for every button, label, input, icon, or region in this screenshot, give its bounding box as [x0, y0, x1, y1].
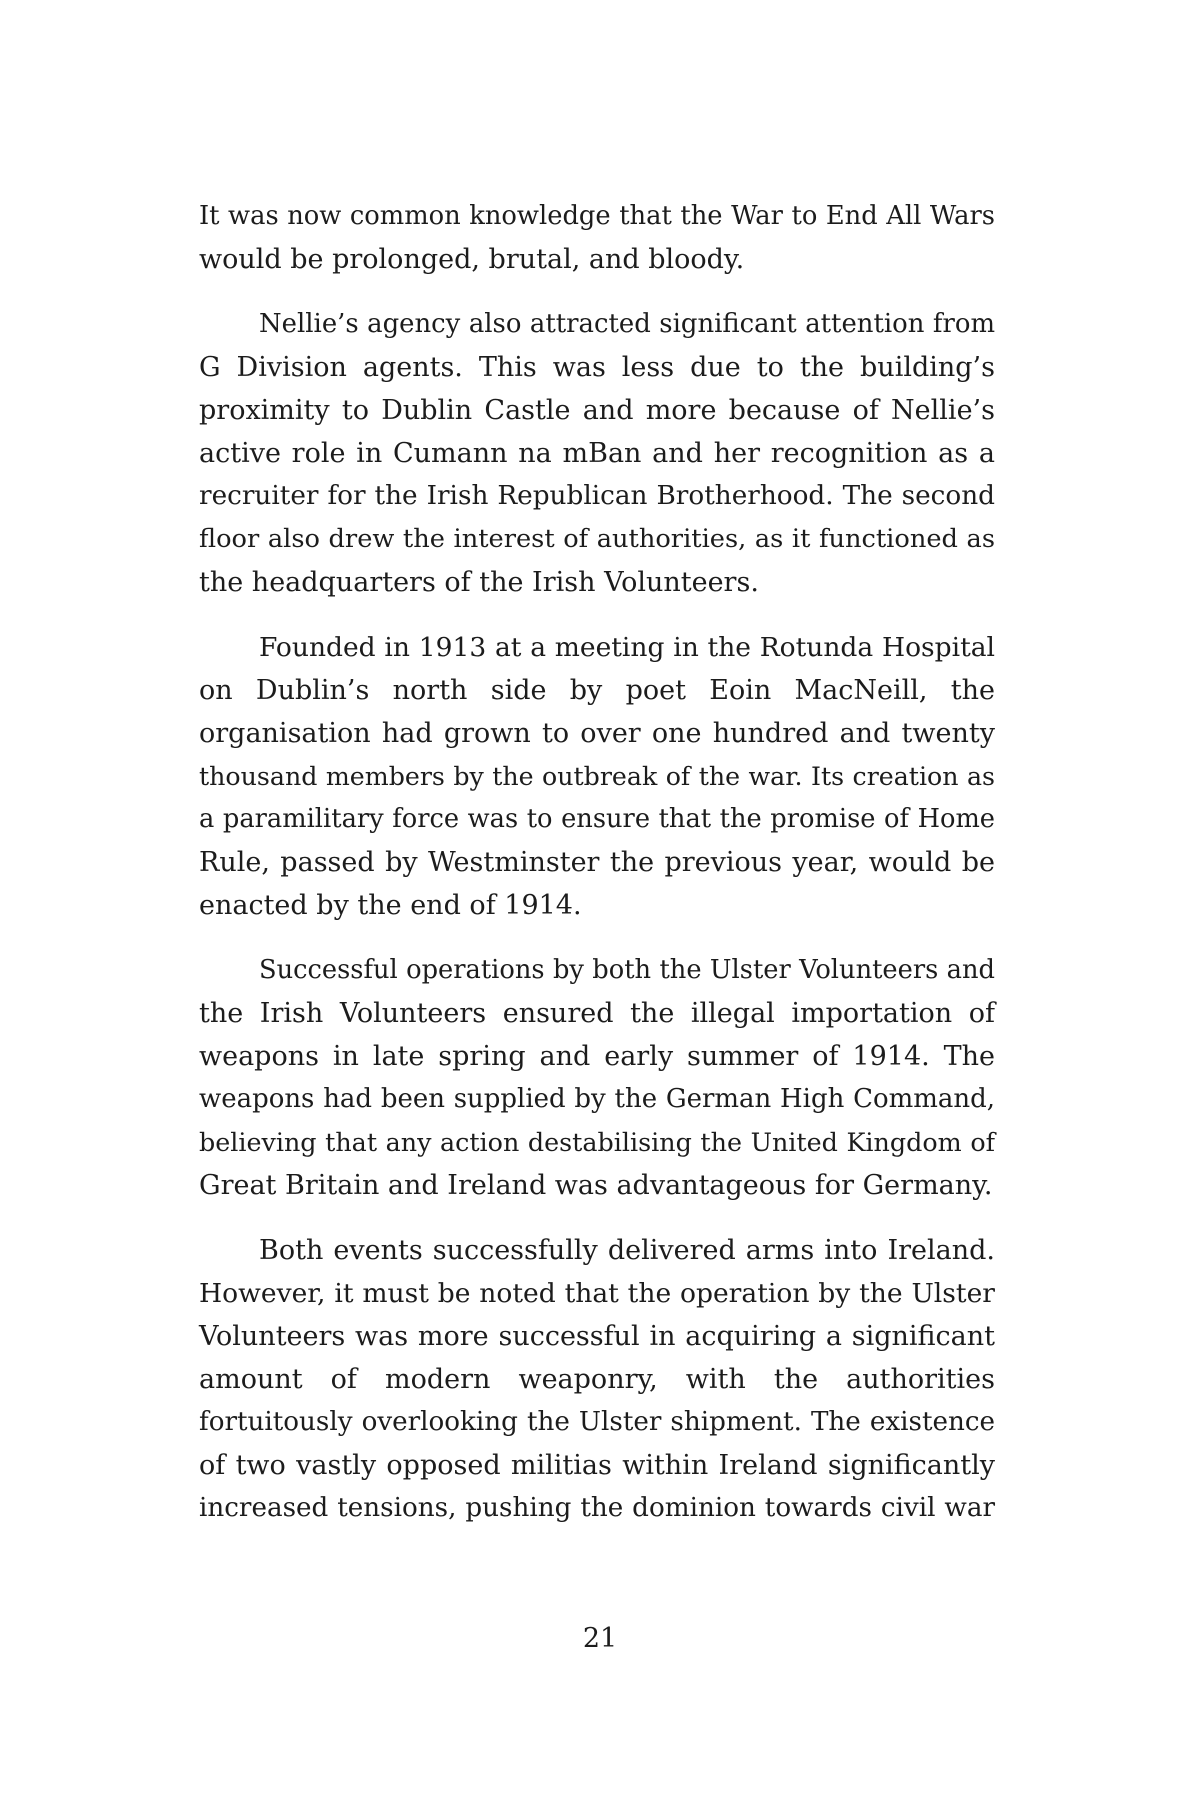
- text-line: Rule, passed by Westminster the previous year, would be: [199, 847, 995, 878]
- text-line: of two vastly opposed militias within Ireland significantly: [199, 1450, 995, 1481]
- page-number: 21: [582, 1623, 618, 1654]
- text-line: weapons in late spring and early summer of 1914. The: [199, 1041, 995, 1072]
- text-line: a paramilitary force was to ensure that the promise of Home: [199, 804, 995, 834]
- text-line: Great Britain and Ireland was advantageous for Germany.: [199, 1170, 993, 1201]
- text-line: increased tensions, pushing the dominion towards civil war: [199, 1493, 995, 1523]
- text-line: Founded in 1913 at a meeting in the Rotunda Hospital: [259, 632, 995, 663]
- paragraph: [199, 1229, 995, 1530]
- text-line: on Dublin’s north side by poet Eoin MacNeill, the: [199, 675, 995, 706]
- text-line: amount of modern weaponry, with the authorities: [199, 1364, 995, 1395]
- body-text: [199, 195, 995, 1552]
- paragraph: [199, 303, 995, 604]
- paragraph: [199, 949, 995, 1207]
- text-line: floor also drew the interest of authorities, as it functioned as: [199, 524, 995, 554]
- text-line: active role in Cumann na mBan and her recognition as a: [199, 438, 995, 469]
- text-line: Both events successfully delivered arms into Ireland.: [259, 1235, 995, 1266]
- text-line: Successful operations by both the Ulster Volunteers and: [259, 955, 995, 985]
- text-line: recruiter for the Irish Republican Brotherhood. The second: [199, 481, 995, 511]
- text-line: It was now common knowledge that the War to End All Wars: [199, 201, 995, 231]
- text-line: the headquarters of the Irish Volunteers.: [199, 567, 759, 598]
- text-line: organisation had grown to over one hundred and twenty: [199, 718, 995, 749]
- paragraph: [199, 195, 995, 281]
- text-line: proximity to Dublin Castle and more because of Nellie’s: [199, 395, 995, 426]
- text-line: weapons had been supplied by the German High Command,: [199, 1084, 995, 1114]
- text-line: believing that any action destabilising the United Kingdom of: [199, 1127, 995, 1157]
- text-line: enacted by the end of 1914.: [199, 890, 582, 921]
- text-line: Volunteers was more successful in acquiring a significant: [199, 1321, 995, 1352]
- text-line: Nellie’s agency also attracted significant attention from: [259, 309, 995, 339]
- text-line: However, it must be noted that the operation by the Ulster: [199, 1278, 995, 1309]
- text-line: fortuitously overlooking the Ulster shipment. The existence: [199, 1407, 995, 1437]
- text-line: the Irish Volunteers ensured the illegal importation of: [199, 998, 995, 1029]
- text-line: thousand members by the outbreak of the war. Its creation as: [199, 762, 995, 791]
- text-line: would be prolonged, brutal, and bloody.: [199, 244, 745, 275]
- paragraph: [199, 626, 995, 927]
- text-line: G Division agents. This was less due to the building’s: [199, 352, 995, 383]
